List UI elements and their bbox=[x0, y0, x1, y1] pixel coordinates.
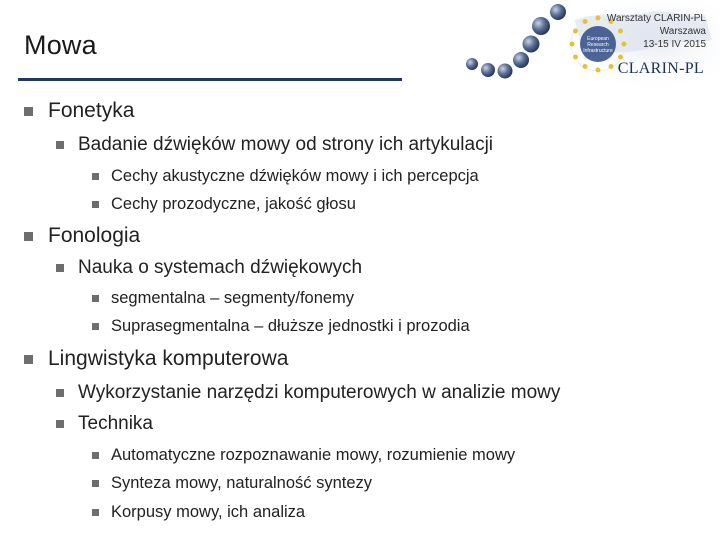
bullet-nauka: Nauka o systemach dźwiękowych bbox=[56, 257, 362, 279]
square-bullet-icon bbox=[24, 232, 33, 241]
slide-title: Mowa bbox=[24, 30, 97, 60]
bullet-fonetyka: Fonetyka bbox=[24, 99, 134, 123]
bullet-cechy-akustyczne: Cechy akustyczne dźwięków mowy i ich percepcja bbox=[92, 167, 479, 186]
svg-text:Infrastructure: Infrastructure bbox=[583, 48, 613, 54]
svg-text:European: European bbox=[587, 36, 609, 42]
bullet-suprasegmentalna: Suprasegmentalna – dłuższe jednostki i prozodia bbox=[92, 317, 470, 336]
bullet-cechy-prozodyczne: Cechy prozodyczne, jakość głosu bbox=[92, 195, 356, 214]
bullet-synteza: Synteza mowy, naturalność syntezy bbox=[92, 474, 372, 493]
bullet-technika: Technika bbox=[56, 413, 153, 435]
square-bullet-icon bbox=[92, 452, 99, 459]
bullet-fonologia: Fonologia bbox=[24, 224, 140, 248]
square-bullet-icon bbox=[56, 264, 64, 272]
square-bullet-icon bbox=[92, 509, 99, 516]
bullet-rozpoznawanie: Automatyczne rozpoznawanie mowy, rozumienie mowy bbox=[92, 446, 515, 465]
square-bullet-icon bbox=[56, 141, 64, 149]
square-bullet-icon bbox=[56, 389, 64, 397]
square-bullet-icon bbox=[92, 201, 99, 208]
square-bullet-icon bbox=[92, 480, 99, 487]
bullet-wykorzystanie: Wykorzystanie narzędzi komputerowych w analizie mowy bbox=[56, 382, 560, 404]
square-bullet-icon bbox=[56, 420, 64, 428]
bullet-lingwistyka: Lingwistyka komputerowa bbox=[24, 347, 288, 371]
event-dates: 13-15 IV 2015 bbox=[643, 39, 706, 50]
bullet-korpusy: Korpusy mowy, ich analiza bbox=[92, 503, 305, 522]
square-bullet-icon bbox=[92, 295, 99, 302]
svg-text:Research: Research bbox=[587, 42, 609, 48]
square-bullet-icon bbox=[92, 173, 99, 180]
square-bullet-icon bbox=[24, 107, 33, 116]
bullet-segmentalna: segmentalna – segmenty/fonemy bbox=[92, 289, 354, 308]
square-bullet-icon bbox=[24, 355, 33, 364]
bullet-badanie: Badanie dźwięków mowy od strony ich artykulacji bbox=[56, 134, 493, 156]
event-city: Warszawa bbox=[659, 26, 706, 37]
event-name: Warsztaty CLARIN-PL bbox=[606, 13, 706, 24]
square-bullet-icon bbox=[92, 323, 99, 330]
brand-name: CLARIN-PL bbox=[617, 60, 704, 77]
